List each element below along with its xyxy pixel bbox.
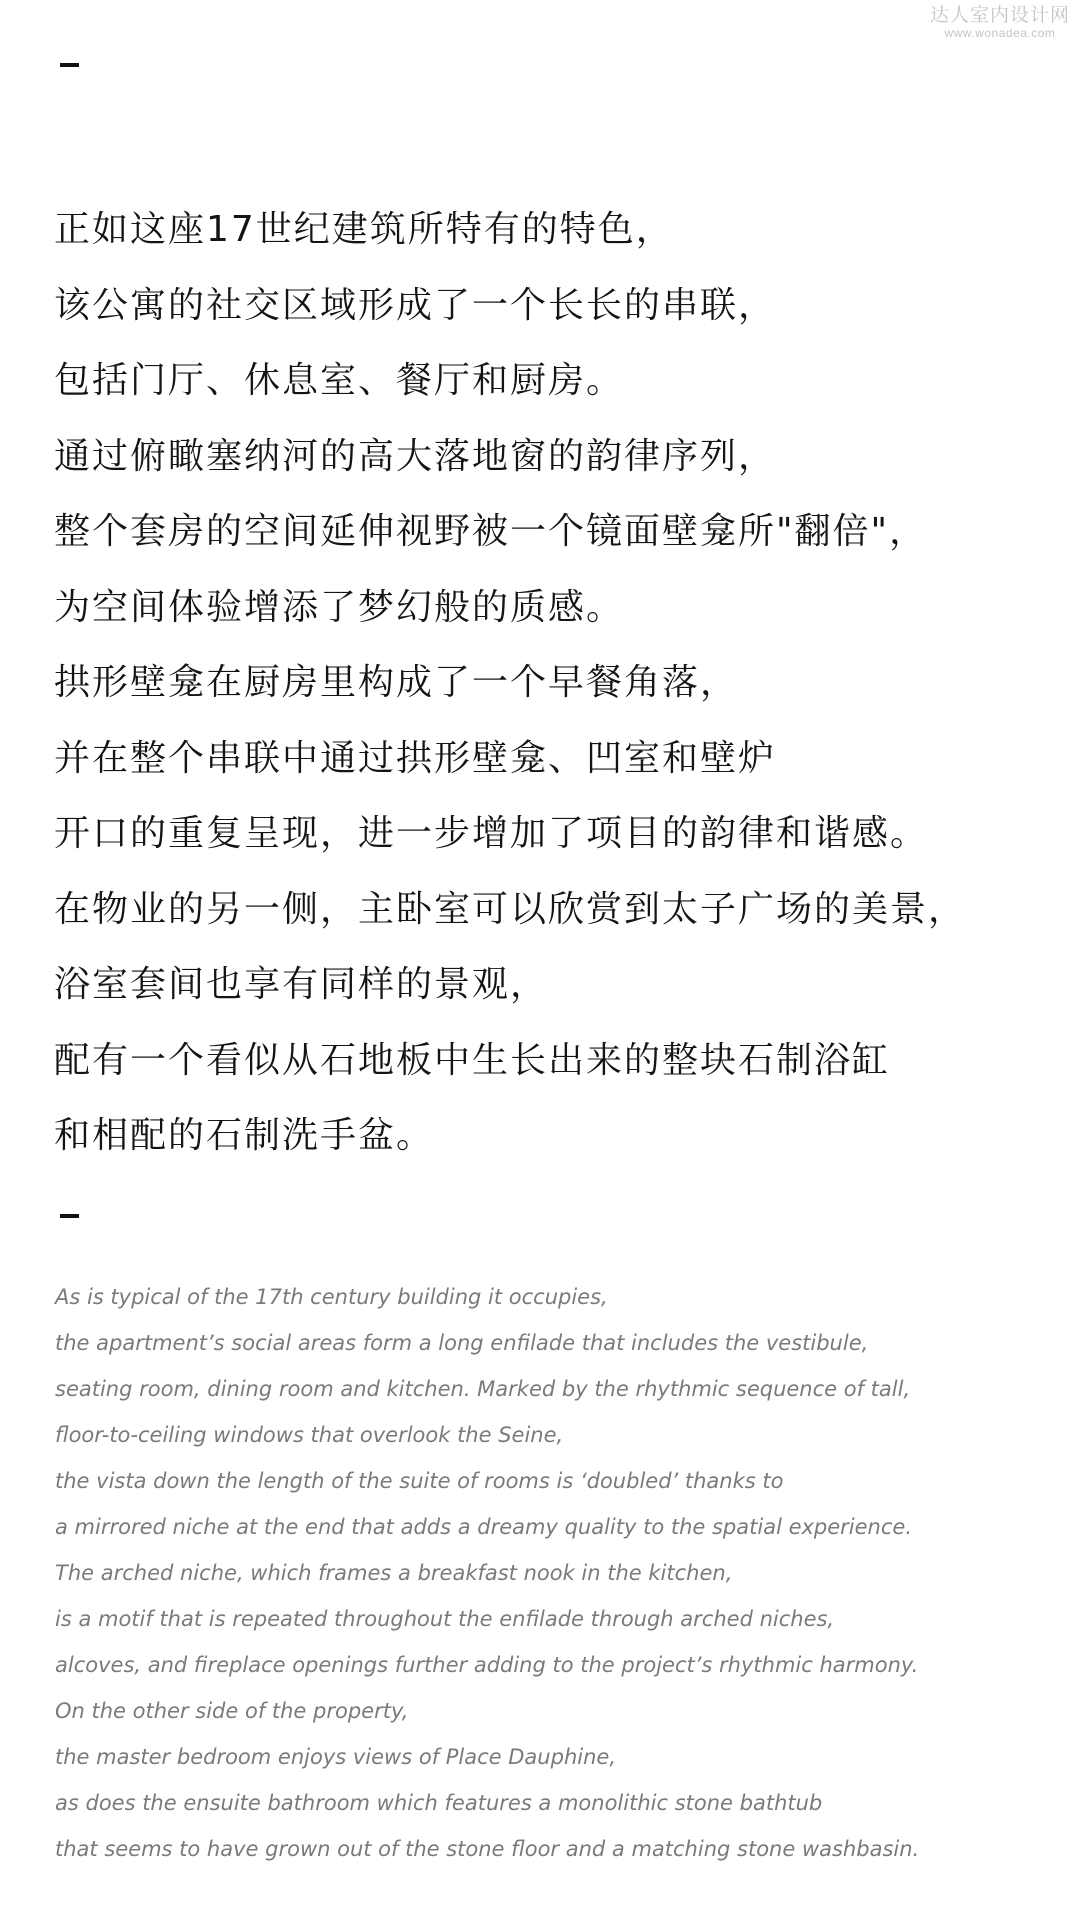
english-line: On the other side of the property, (55, 1699, 409, 1723)
chinese-line: 并在整个串联中通过拱形壁龛、凹室和壁炉 (54, 737, 777, 779)
english-line: that seems to have grown out of the stone floor and a matching stone washbasin. (55, 1837, 920, 1861)
chinese-line: 配有一个看似从石地板中生长出来的整块石制浴缸 (54, 1039, 891, 1081)
chinese-line: 包括门厅、休息室、餐厅和厨房。 (54, 360, 625, 401)
english-line: As is typical of the 17th century building it occupies, (55, 1285, 608, 1309)
chinese-line: 为空间体验增添了梦幻般的质感。 (54, 586, 625, 628)
english-line: a mirrored niche at the end that adds a dreamy quality to the spatial experience. (55, 1515, 913, 1539)
chinese-line: 浴室套间也享有同样的景观， (54, 964, 549, 1005)
watermark-url: www.wonadea.com (944, 26, 1056, 40)
english-line: as does the ensuite bathroom which features a monolithic stone bathtub (55, 1791, 823, 1815)
english-line: seating room, dining room and kitchen. Marked by the rhythmic sequence of tall, (55, 1377, 911, 1401)
chinese-line: 拱形壁龛在厨房里构成了一个早餐角落， (54, 662, 739, 703)
watermark (930, 4, 1070, 40)
english-line: the vista down the length of the suite of rooms is ‘doubled’ thanks to (55, 1469, 784, 1493)
english-line: the apartment’s social areas form a long enfilade that includes the vestibule, (55, 1331, 869, 1355)
chinese-paragraph (54, 192, 1054, 1174)
english-line: The arched niche, which frames a breakfast nook in the kitchen, (55, 1561, 733, 1585)
chinese-line: 整个套房的空间延伸视野被一个镜面壁龛所"翻倍"， (54, 511, 928, 552)
english-line: alcoves, and fireplace openings further adding to the project’s rhythmic harmony. (55, 1653, 919, 1677)
chinese-line: 开口的重复呈现，进一步增加了项目的韵律和谐感。 (54, 813, 929, 854)
chinese-line: 正如这座17世纪建筑所特有的特色， (54, 209, 674, 250)
chinese-line: 通过俯瞰塞纳河的高大落地窗的韵律序列， (54, 435, 777, 477)
separator-dash-top (60, 63, 79, 67)
chinese-line: 该公寓的社交区域形成了一个长长的串联， (54, 284, 777, 326)
chinese-line: 在物业的另一侧，主卧室可以欣赏到太子广场的美景， (54, 888, 967, 930)
english-paragraph (55, 1274, 1065, 1872)
english-line: is a motif that is repeated throughout the enfilade through arched niches, (55, 1607, 835, 1631)
separator-dash-middle (60, 1214, 79, 1218)
english-line: the master bedroom enjoys views of Place Dauphine, (55, 1745, 616, 1769)
watermark-site-name: 达人室内设计网 (929, 4, 1070, 26)
english-line: floor-to-ceiling windows that overlook the Seine, (55, 1423, 564, 1447)
chinese-line: 和相配的石制洗手盆。 (54, 1115, 435, 1156)
